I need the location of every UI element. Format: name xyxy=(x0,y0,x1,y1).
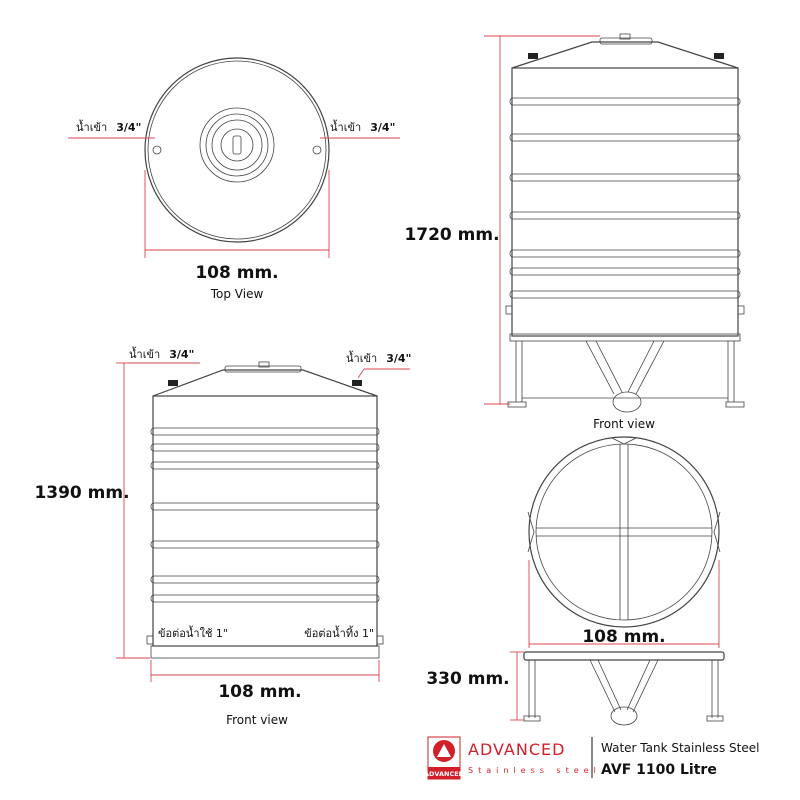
front-view-tall xyxy=(404,34,744,431)
main-height-dimension: 1390 mm. xyxy=(34,483,130,503)
brand-name: ADVANCED xyxy=(468,740,566,759)
top-view-caption: Top View xyxy=(210,287,264,301)
top-view-lid-handle xyxy=(233,136,241,154)
tall-outlet-left xyxy=(506,306,512,314)
front-view-main xyxy=(34,343,411,727)
main-ribs xyxy=(151,428,379,602)
tall-stand-top xyxy=(510,334,740,341)
title-block xyxy=(424,737,759,779)
top-view-outer-circle xyxy=(145,58,329,242)
tall-caption: Front view xyxy=(593,417,655,431)
stand-top-foot-n xyxy=(612,438,636,444)
tall-outlet-right xyxy=(738,306,744,314)
main-base xyxy=(151,646,379,658)
main-inlet-left-label: น้ำเข้า 3/4" xyxy=(129,348,195,361)
tall-inlet-right xyxy=(714,53,724,59)
main-roof xyxy=(153,370,377,396)
top-view-lid-ring xyxy=(206,114,268,176)
main-outlet-drain-label: ข้อต่อน้ำทิ้ง 1" xyxy=(304,627,374,640)
advanced-logo xyxy=(424,737,465,779)
tall-ribs xyxy=(510,98,740,298)
top-view-lid-center xyxy=(221,129,253,161)
main-inlet-right-pointer xyxy=(358,369,364,378)
stand-top-dimension: 108 mm. xyxy=(582,627,666,647)
stand-top-view xyxy=(528,437,720,648)
main-inlet-right-label: น้ำเข้า 3/4" xyxy=(346,352,412,365)
top-view-dimension: 108 mm. xyxy=(195,263,279,283)
main-outlet-use-label: ข้อต่อน้ำใช้ 1" xyxy=(158,627,228,640)
main-width-dimension: 108 mm. xyxy=(218,682,302,702)
top-view-inlet-left-label: น้ำเข้า 3/4" xyxy=(76,121,142,134)
top-view xyxy=(68,58,400,301)
main-inlet-right xyxy=(352,380,362,386)
logo-text: ADVANCED xyxy=(423,770,465,778)
main-outlet-drain-fitting xyxy=(377,636,383,644)
product-line2: AVF 1100 Litre xyxy=(601,762,717,778)
stand-front-view xyxy=(426,652,724,725)
stand-top-inner-ring xyxy=(536,444,712,620)
stand-front-top-rail xyxy=(524,652,724,660)
tall-roof xyxy=(512,42,738,68)
product-line1: Water Tank Stainless Steel xyxy=(601,741,760,755)
main-caption: Front view xyxy=(226,713,288,727)
top-view-lid-outer xyxy=(200,108,274,182)
top-view-inlet-right-fitting xyxy=(313,146,321,154)
stand-front-legs xyxy=(524,660,723,725)
top-view-inlet-right-label: น้ำเข้า 3/4" xyxy=(330,121,396,134)
tall-body xyxy=(512,68,738,336)
top-view-inlet-left-fitting xyxy=(153,146,161,154)
brand-sub: Stainless steel xyxy=(468,766,601,775)
main-outlet-use-fitting xyxy=(147,636,153,644)
stand-top-outer-ring xyxy=(529,437,719,627)
main-body xyxy=(153,396,377,646)
tall-height-dimension: 1720 mm. xyxy=(404,225,500,245)
top-view-inner-rim xyxy=(148,61,326,239)
main-inlet-left xyxy=(168,380,178,386)
tall-inlet-left xyxy=(528,53,538,59)
top-view-lid-ring-2 xyxy=(212,120,262,170)
stand-front-height-dimension: 330 mm. xyxy=(426,669,510,689)
tall-stand-legs xyxy=(508,341,744,412)
